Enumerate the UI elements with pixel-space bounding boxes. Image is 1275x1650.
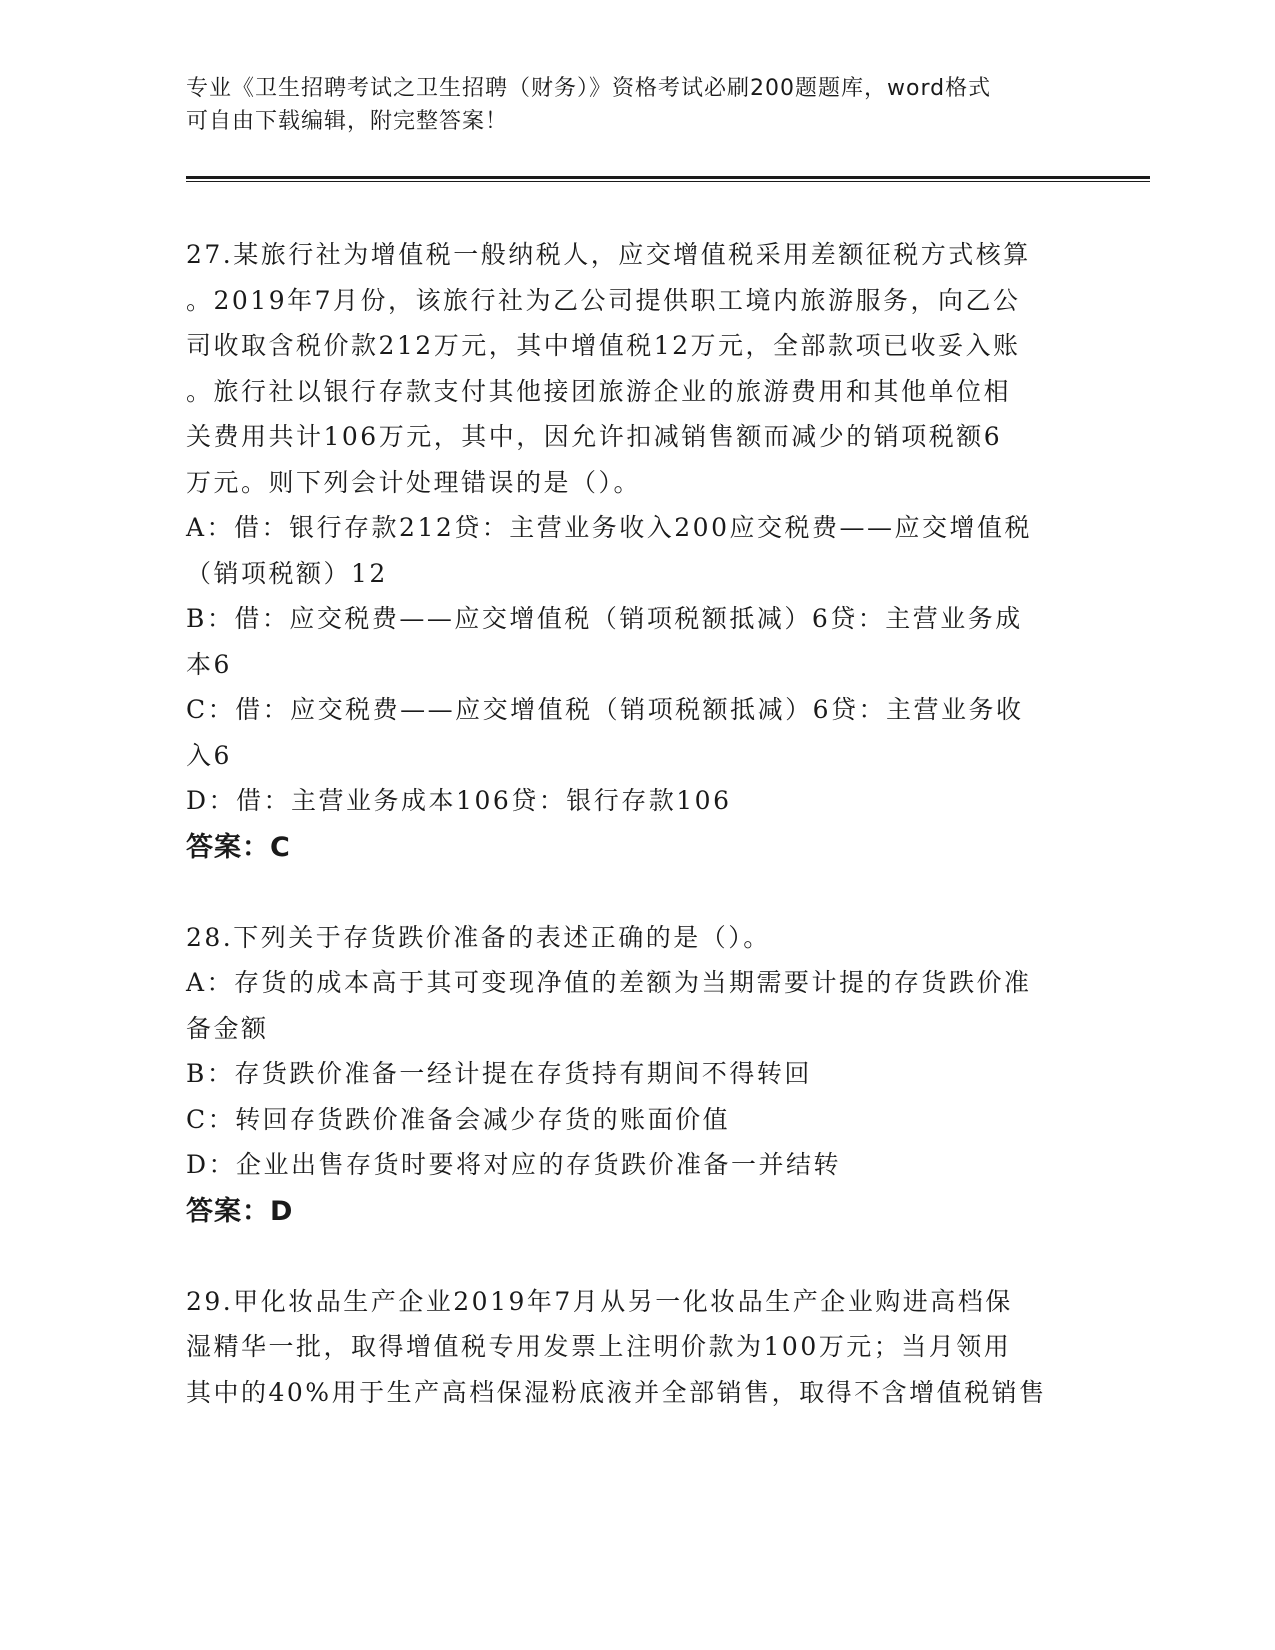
answer-label: 答案：C <box>186 831 291 863</box>
option-line: C：借：应交税费——应交增值税（销项税额抵减）6贷：主营业务收 <box>186 695 1024 724</box>
option-c <box>186 1097 1086 1143</box>
answer-label: 答案：D <box>186 1195 294 1227</box>
stem-line: 其中的40%用于生产高档保湿粉底液并全部销售，取得不含增值税销售 <box>186 1377 1047 1407</box>
option-line: A：存货的成本高于其可变现净值的差额为当期需要计提的存货跌价准 <box>186 968 1032 997</box>
option-line: （销项税额）12 <box>186 558 388 588</box>
option-a <box>186 505 1086 596</box>
option-line: B：借：应交税费——应交增值税（销项税额抵减）6贷：主营业务成 <box>186 604 1023 633</box>
option-line: D：企业出售存货时要将对应的存货跌价准备一并结转 <box>186 1150 842 1179</box>
header-divider-thick <box>186 176 1150 179</box>
question-28 <box>186 915 1086 1235</box>
question-stem <box>186 1279 1086 1416</box>
option-line: A：借：银行存款212贷：主营业务收入200应交税费——应交增值税 <box>186 513 1032 542</box>
stem-line: 万元。则下列会计处理错误的是（）。 <box>186 467 642 497</box>
header-divider-thin <box>186 181 1150 182</box>
option-c <box>186 687 1086 778</box>
question-list <box>186 232 1086 1415</box>
option-a <box>186 960 1086 1051</box>
option-line: C：转回存货跌价准备会减少存货的账面价值 <box>186 1104 731 1134</box>
question-stem <box>186 232 1086 505</box>
question-27 <box>186 232 1086 871</box>
stem-line: 27.某旅行社为增值税一般纳税人，应交增值税采用差额征税方式核算 <box>186 240 1031 269</box>
stem-line: 湿精华一批，取得增值税专用发票上注明价款为100万元；当月领用 <box>186 1332 1012 1361</box>
option-d <box>186 778 1086 824</box>
header-title-line-2: 可自由下载编辑，附完整答案！ <box>186 109 509 134</box>
question-spacer <box>186 871 1086 915</box>
question-stem <box>186 915 1086 961</box>
stem-line: 关费用共计106万元，其中，因允许扣减销售额而减少的销项税额6 <box>186 422 1003 451</box>
document-header <box>186 72 1086 138</box>
stem-line: 。2019年7月份，该旅行社为乙公司提供职工境内旅游服务，向乙公 <box>186 285 1021 315</box>
header-title-line-1: 专业《卫生招聘考试之卫生招聘（财务）》资格考试必刷200题题库，word格式 <box>186 76 992 101</box>
option-line: 入6 <box>186 740 232 770</box>
stem-line: 司收取含税价款212万元，其中增值税12万元，全部款项已收妥入账 <box>186 331 1021 360</box>
question-spacer <box>186 1235 1086 1279</box>
stem-line: 。旅行社以银行存款支付其他接团旅游企业的旅游费用和其他单位相 <box>186 376 1012 406</box>
option-line: B：存货跌价准备一经计提在存货持有期间不得转回 <box>186 1059 812 1088</box>
option-line: D：借：主营业务成本106贷：银行存款106 <box>186 786 732 815</box>
stem-line: 28.下列关于存货跌价准备的表述正确的是（）。 <box>186 922 771 952</box>
option-line: 本6 <box>186 649 232 679</box>
stem-line: 29.甲化妆品生产企业2019年7月从另一化妆品生产企业购进高档保 <box>186 1286 1013 1316</box>
option-b <box>186 1051 1086 1097</box>
question-29 <box>186 1279 1086 1416</box>
option-b <box>186 596 1086 687</box>
option-d <box>186 1142 1086 1188</box>
option-line: 备金额 <box>186 1013 269 1043</box>
